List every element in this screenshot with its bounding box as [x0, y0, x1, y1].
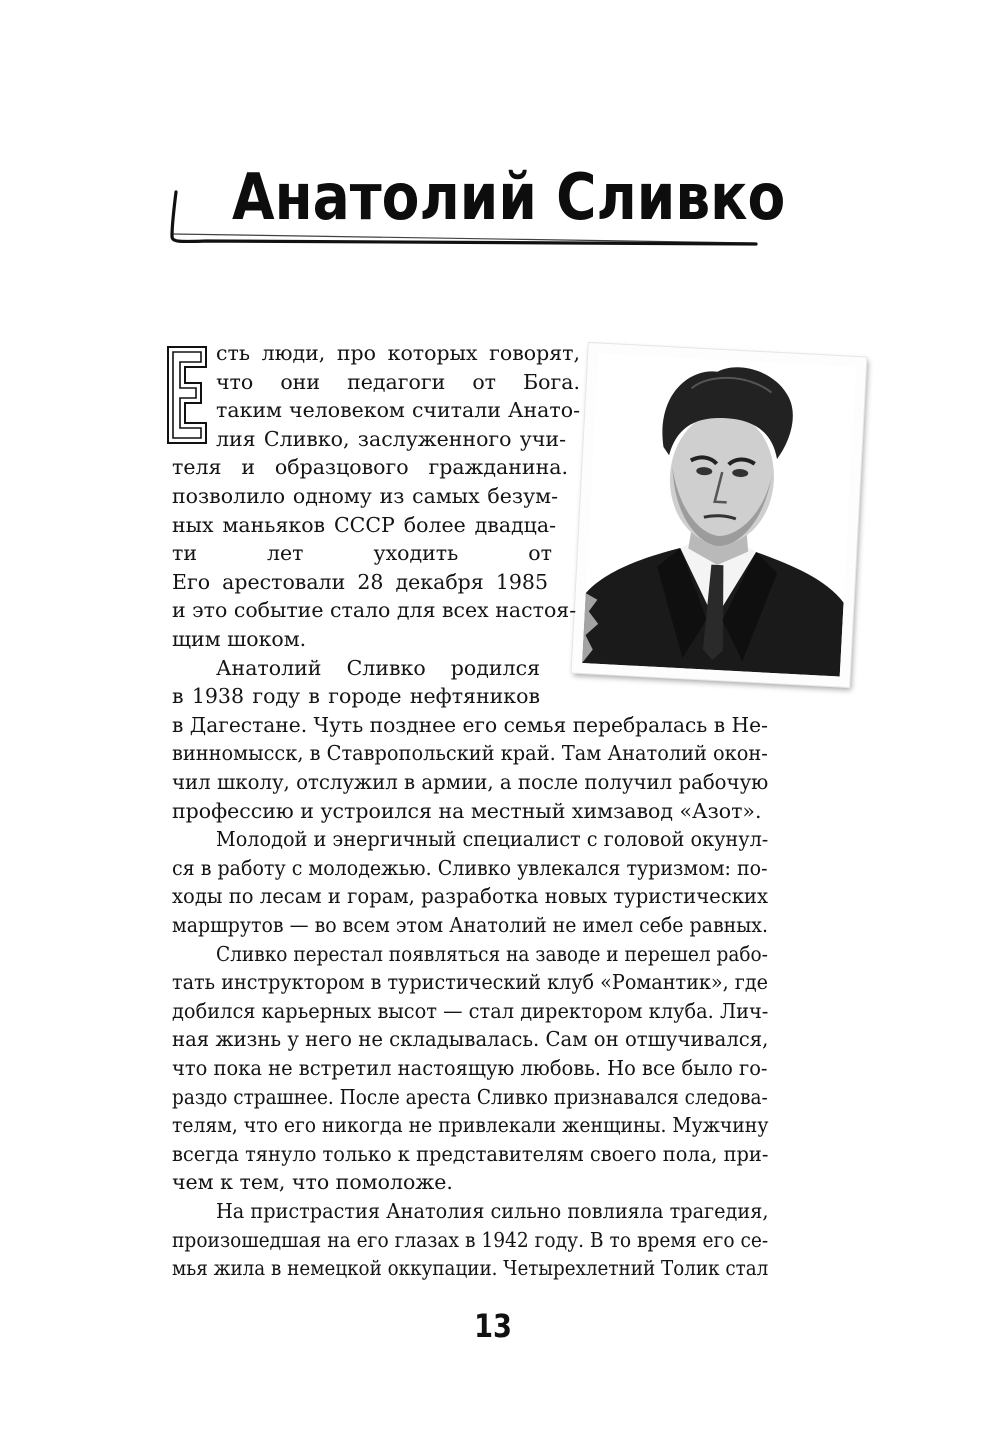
text-line: ная жизнь у него не складывалась. Сам он отшучивался,	[172, 1027, 769, 1051]
text-line: всегда тянуло только к представителям своего пола, при-	[172, 1142, 769, 1166]
text-line: ходы по лесам и горам, разработка новых туристических	[172, 884, 769, 908]
text-line: маршрутов — во всем этом Анатолий не имел себе равных.	[172, 913, 769, 937]
text-line: тать инструктором в туристический клуб «Романтик», где	[172, 970, 769, 994]
text-line: Молодой и энергичный специалист с головой окунул-	[216, 827, 769, 851]
text-line: Сливко перестал появляться на заводе и перешел рабо-	[216, 942, 768, 966]
text-line: и это событие стало для всех настоя-	[172, 598, 577, 622]
text-line: лия Сливко, заслуженного учи-	[216, 427, 566, 451]
text-line: в 1938 году в городе нефтяников	[172, 684, 540, 708]
text-line: На пристрастия Анатолия сильно повлияла трагедия,	[216, 1199, 769, 1223]
text-line: винномысск, в Ставропольский край. Там Анатолий окон-	[172, 741, 768, 765]
title-underline-decoration	[166, 188, 766, 258]
text-line: таким человеком считали Анато-	[216, 398, 580, 422]
text-line: чил школу, отслужил в армии, а после получил рабочую	[172, 770, 769, 794]
text-line: в Дагестане. Чуть позднее его семья перебралась в Не-	[172, 713, 768, 737]
text-line: позволило одному из самых безум-	[172, 484, 558, 508]
text-line: что они педагоги от Бога.	[216, 370, 580, 394]
text-line: чем к тем, что помоложе.	[172, 1170, 453, 1194]
text-line: добился карьерных высот — стал директором клуба. Лич-	[172, 999, 769, 1023]
page-number: 13	[474, 1307, 512, 1345]
text-line: щим шоком.	[172, 627, 307, 651]
chapter-title: Анатолий Сливко	[232, 161, 786, 235]
text-line: сть люди, про которых говорят,	[216, 341, 580, 365]
text-line: ся в работу с молодежью. Сливко увлекался туризмом: по-	[172, 856, 768, 880]
text-line: произошедшая на его глазах в 1942 году. В то время его се-	[172, 1228, 769, 1252]
drop-cap-letter	[165, 345, 209, 445]
drop-cap-glyph	[165, 345, 209, 445]
text-line: Его арестовали 28 декабря 1985	[172, 570, 548, 594]
portrait-photo-image	[582, 353, 856, 676]
text-line: мья жила в немецкой оккупации. Четырехлетний Толик стал	[172, 1256, 769, 1280]
text-line: ти лет уходить от	[172, 541, 552, 565]
text-line: Анатолий Сливко родился	[216, 656, 540, 680]
portrait-photo	[572, 343, 867, 687]
text-line: теля и образцового гражданина.	[172, 455, 568, 479]
text-line: раздо страшнее. После ареста Сливко признавался следова-	[172, 1085, 768, 1109]
text-line: телям, что его никогда не привлекали женщины. Мужчину	[172, 1113, 769, 1137]
text-line: профессию и устроился на местный химзавод «Азот».	[172, 799, 762, 823]
text-line: ных маньяков СССР более двадца-	[172, 513, 556, 537]
text-line: что пока не встретил настоящую любовь. Но все было го-	[172, 1056, 768, 1080]
